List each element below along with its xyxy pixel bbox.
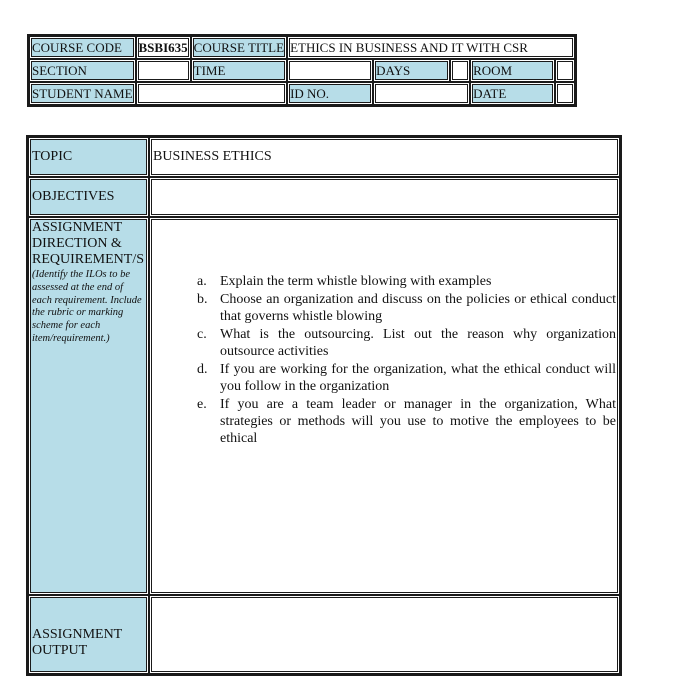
date-label: DATE: [470, 82, 555, 105]
id-no-value: [373, 82, 470, 105]
student-name-value: [136, 82, 288, 105]
topic-value: BUSINESS ETHICS: [149, 137, 620, 177]
list-item: c. What is the outsourcing. List out the reason why organization outsource activities: [197, 326, 616, 359]
course-row: [29, 36, 575, 59]
room-value: [555, 59, 575, 82]
course-title-value: ETHICS IN BUSINESS AND IT WITH CSR: [287, 36, 575, 59]
requirements-label-cell: [28, 217, 149, 595]
date-value: [555, 82, 575, 105]
objectives-row: [28, 177, 620, 217]
list-item: b. Choose an organization and discuss on the policies or ethical conduct that governs whistle blowing: [197, 291, 616, 324]
topic-row: [28, 137, 620, 177]
list-item: e. If you are a team leader or manager in the organization, What strategies or methods will you use to motive the employees to be ethical: [197, 396, 616, 446]
section-row: [29, 59, 575, 82]
days-label: DAYS: [373, 59, 450, 82]
requirements-label: ASSIGNMENT DIRECTION & REQUIREMENT/S: [32, 220, 144, 267]
output-label: ASSIGNMENT OUTPUT: [32, 627, 122, 658]
topic-label: TOPIC: [28, 137, 149, 177]
requirements-list: [197, 273, 616, 447]
section-value: [136, 59, 191, 82]
assignment-table: [26, 135, 622, 676]
days-value: [450, 59, 470, 82]
requirements-content: [149, 217, 620, 595]
objectives-value: [149, 177, 620, 217]
requirements-note: (Identify the ILOs to be assessed at the end of each requirement. Include the rubric or marking scheme for each item/requirement.): [32, 269, 142, 344]
course-info-table: [27, 34, 577, 107]
list-item: d. If you are working for the organization, what the ethical conduct will you follow in the organization: [197, 361, 616, 394]
time-value: [287, 59, 373, 82]
student-name-label: STUDENT NAME: [29, 82, 136, 105]
course-code-label: COURSE CODE: [29, 36, 136, 59]
objectives-label: OBJECTIVES: [28, 177, 149, 217]
list-item: a. Explain the term whistle blowing with examples: [197, 273, 492, 289]
course-code-value: BSBI635: [136, 36, 191, 59]
room-label: ROOM: [470, 59, 555, 82]
output-row: [28, 595, 620, 674]
output-value: [149, 595, 620, 674]
output-label-cell: [28, 595, 149, 674]
time-label: TIME: [191, 59, 287, 82]
course-title-label: COURSE TITLE: [191, 36, 287, 59]
id-no-label: ID NO.: [287, 82, 373, 105]
student-row: [29, 82, 575, 105]
section-label: SECTION: [29, 59, 136, 82]
requirements-row: [28, 217, 620, 595]
